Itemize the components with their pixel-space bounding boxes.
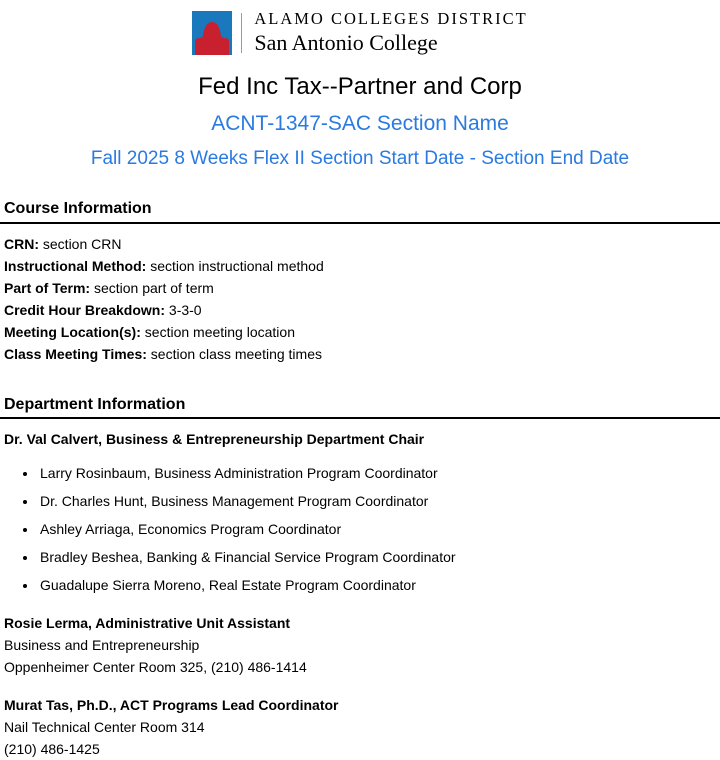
info-label: Credit Hour Breakdown: (4, 301, 166, 318)
staff-detail-line: Oppenheimer Center Room 325, (210) 486-1414 (4, 658, 307, 675)
info-label: Part of Term: (4, 279, 91, 296)
course-title: Fed Inc Tax--Partner and Corp (198, 73, 522, 101)
list-item: • Ashley Arriaga, Economics Program Coordinator (38, 518, 720, 540)
list-item: • Larry Rosinbaum, Business Administration Program Coordinator (38, 462, 720, 484)
alamo-colleges-logo-icon (192, 11, 232, 55)
course-information-heading: Course Information (0, 199, 720, 223)
brand-district-label: ALAMO COLLEGES DISTRICT (254, 9, 528, 28)
info-label: CRN: (4, 235, 39, 252)
info-label: Meeting Location(s): (4, 323, 141, 340)
brand-college-label: San Antonio College (254, 29, 438, 55)
info-row (0, 343, 720, 365)
course-information-list (0, 233, 720, 365)
info-row (0, 321, 720, 343)
info-value: section CRN (42, 235, 122, 252)
brand-text (254, 10, 527, 55)
section-name-link[interactable]: ACNT-1347-SAC Section Name (211, 112, 509, 136)
info-row (0, 233, 720, 255)
info-row (0, 255, 720, 277)
info-label: Class Meeting Times: (4, 345, 147, 362)
info-value: 3-3-0 (168, 301, 202, 318)
list-item: • Bradley Beshea, Banking & Financial Service Program Coordinator (38, 546, 720, 568)
coordinator-list (0, 462, 720, 596)
staff-name: Murat Tas, Ph.D., ACT Programs Lead Coordinator (4, 696, 339, 713)
info-value: section class meeting times (150, 345, 322, 362)
department-chair-name: Dr. Val Calvert, Business & Entrepreneurship Department Chair (4, 430, 425, 447)
brand-header (0, 0, 720, 61)
department-information-heading: Department Information (0, 395, 720, 419)
list-item: • Dr. Charles Hunt, Business Management Program Coordinator (38, 490, 720, 512)
staff-detail-line: Nail Technical Center Room 314 (4, 718, 205, 735)
staff-block (0, 612, 720, 678)
staff-detail-line: Business and Entrepreneurship (4, 636, 200, 653)
list-item: • Guadalupe Sierra Moreno, Real Estate Program Coordinator (38, 574, 720, 596)
staff-detail-line: (210) 486-1425 (4, 740, 100, 757)
info-row (0, 299, 720, 321)
brand-divider (241, 13, 242, 53)
info-value: section instructional method (150, 257, 324, 274)
info-value: section meeting location (144, 323, 295, 340)
staff-block (0, 694, 720, 760)
term-dates-link[interactable]: Fall 2025 8 Weeks Flex II Section Start Date - Section End Date (90, 147, 630, 169)
info-value: section part of term (93, 279, 214, 296)
staff-name: Rosie Lerma, Administrative Unit Assistant (4, 614, 291, 631)
info-label: Instructional Method: (4, 257, 147, 274)
info-row (0, 277, 720, 299)
brand-lockup (192, 10, 527, 55)
